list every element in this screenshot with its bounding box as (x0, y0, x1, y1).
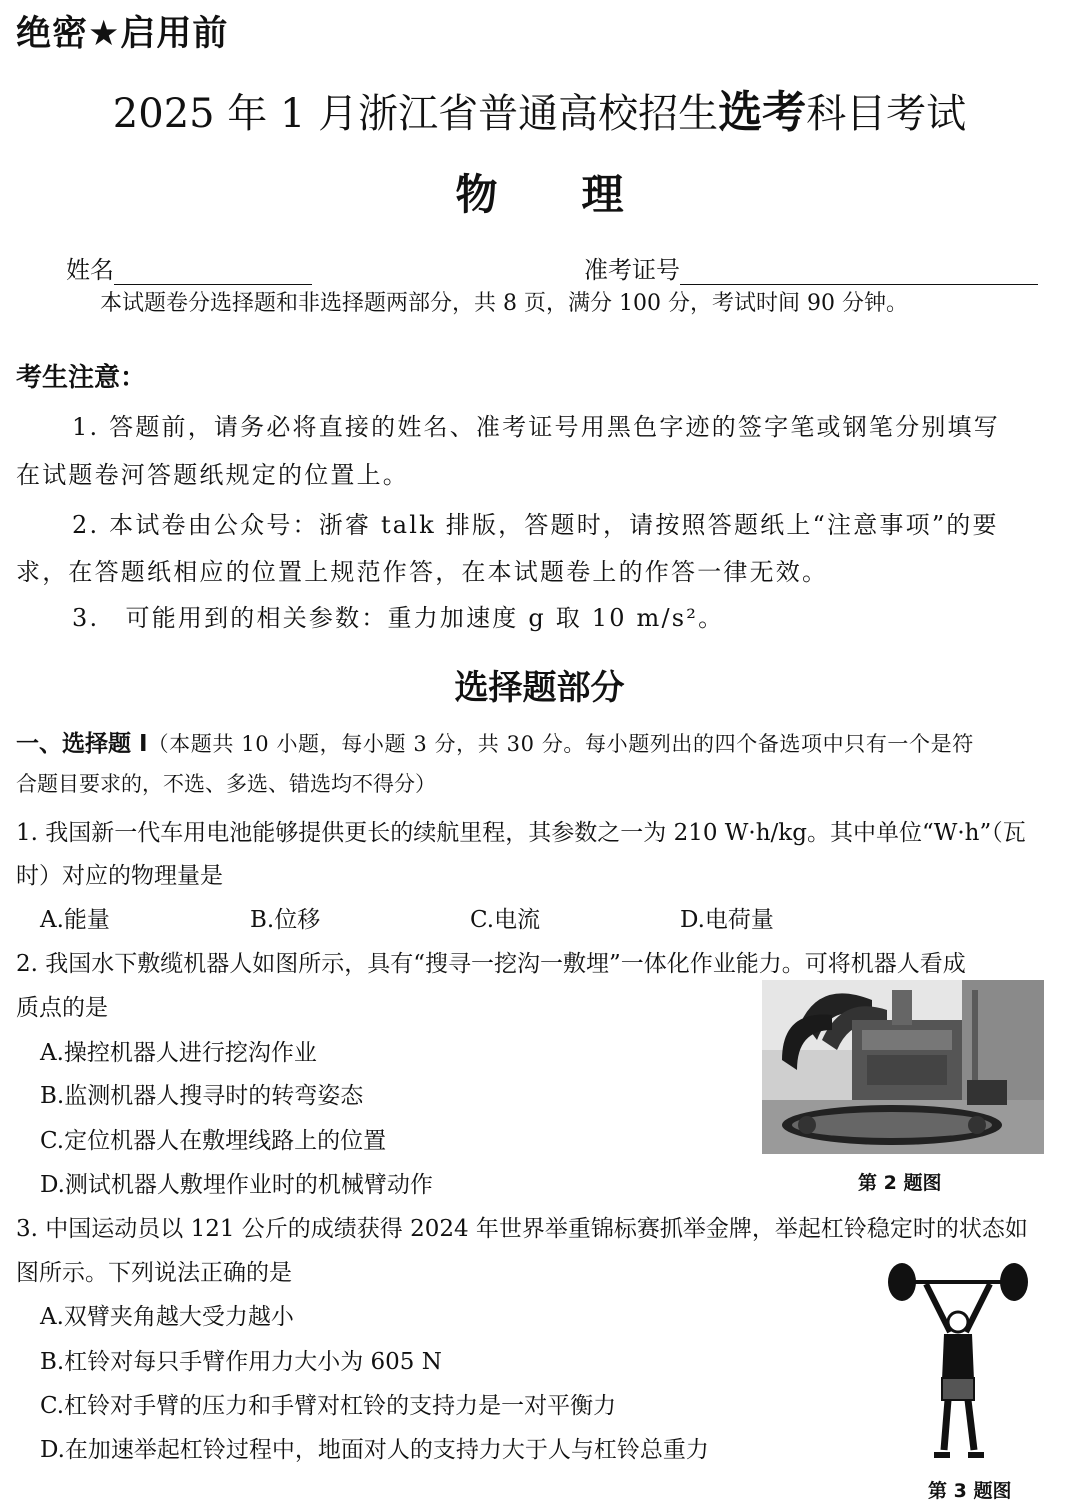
q1-option-b[interactable]: B.位移 (250, 907, 321, 933)
question-1-stem-cont: 时）对应的物理量是 (16, 863, 223, 889)
robot-figure (762, 980, 1044, 1154)
question-3-stem-cont: 图所示。下列说法正确的是 (16, 1260, 292, 1286)
paper-info: 本试题卷分选择题和非选择题两部分，共 8 页，满分 100 分，考试时间 90 分钟。 (100, 291, 908, 316)
q3-option-d[interactable]: D.在加速举起杠铃过程中，地面对人的支持力大于人与杠铃总重力 (40, 1437, 709, 1463)
figure-3-caption: 第 3 题图 (928, 1480, 1012, 1502)
exam-id-field (584, 250, 1038, 285)
exam-title-part1: 2025 年 1 月浙江省普通高校招生 (112, 91, 719, 137)
exam-title-bold: 选考 (718, 87, 807, 138)
q2-option-c[interactable]: C.定位机器人在敷埋线路上的位置 (40, 1128, 387, 1154)
q2-option-d[interactable]: D.测试机器人敷埋作业时的机械臂动作 (40, 1172, 433, 1198)
part1-heading-line (16, 725, 974, 758)
exam-title-part2: 科目考试 (806, 91, 967, 137)
notice-item-2-cont: 求，在答题纸相应的位置上规范作答，在本试题卷上的作答一律无效。 (16, 558, 829, 586)
part1-desc-cont: 合题目要求的，不选、多选、错选均不得分） (16, 772, 436, 796)
question-1-stem: 1. 我国新一代车用电池能够提供更长的续航里程，其参数之一为 210 W·h/kg。其中单位“W·h”（瓦 (16, 820, 1026, 846)
q3-option-a[interactable]: A.双臂夹角越大受力越小 (40, 1304, 294, 1330)
q2-option-b[interactable]: B.监测机器人搜寻时的转弯姿态 (40, 1083, 364, 1109)
q1-option-a[interactable]: A.能量 (40, 907, 110, 933)
notice-item-1-cont: 在试题卷河答题纸规定的位置上。 (16, 461, 409, 489)
notice-item-1: 1. 答题前，请务必将直接的姓名、准考证号用黑色字迹的签字笔或钢笔分别填写 (72, 413, 1000, 441)
section-title: 选择题部分 (454, 668, 625, 708)
q1-option-c[interactable]: C.电流 (470, 907, 541, 933)
exam-id-label: 准考证号 (584, 256, 680, 284)
part1-heading: 一、选择题 I (16, 731, 148, 757)
part1-desc: （本题共 10 小题，每小题 3 分，共 30 分。每小题列出的四个备选项中只有一个是符 (147, 732, 974, 756)
confidential-label: 绝密★启用前 (16, 14, 229, 54)
name-blank[interactable] (114, 260, 312, 285)
name-field (66, 250, 312, 285)
q2-option-a[interactable]: A.操控机器人进行挖沟作业 (40, 1040, 317, 1066)
question-3-stem: 3. 中国运动员以 121 公斤的成绩获得 2024 年世界举重锦标赛抓举金牌，举起杠铃稳定时的状态如 (16, 1216, 1028, 1242)
weightlifter-figure (884, 1262, 1032, 1462)
name-label: 姓名 (66, 256, 114, 284)
exam-id-blank[interactable] (680, 260, 1038, 285)
notice-item-3: 3. 可能用到的相关参数：重力加速度 g 取 10 m/s²。 (72, 604, 725, 632)
notice-title: 考生注意： (16, 363, 147, 393)
notice-item-2: 2. 本试卷由公众号：浙睿 talk 排版，答题时，请按照答题纸上“注意事项”的要 (72, 511, 999, 539)
figure-2-caption: 第 2 题图 (858, 1172, 942, 1194)
q1-option-d[interactable]: D.电荷量 (680, 907, 774, 933)
exam-title (0, 76, 1079, 140)
q3-option-c[interactable]: C.杠铃对手臂的压力和手臂对杠铃的支持力是一对平衡力 (40, 1393, 617, 1419)
subject-title: 物 理 (455, 170, 624, 219)
q3-option-b[interactable]: B.杠铃对每只手臂作用力大小为 605 N (40, 1349, 442, 1375)
question-2-stem-cont: 质点的是 (16, 995, 108, 1021)
question-2-stem: 2. 我国水下敷缆机器人如图所示，具有“搜寻一挖沟一敷埋”一体化作业能力。可将机器人看成 (16, 951, 966, 977)
